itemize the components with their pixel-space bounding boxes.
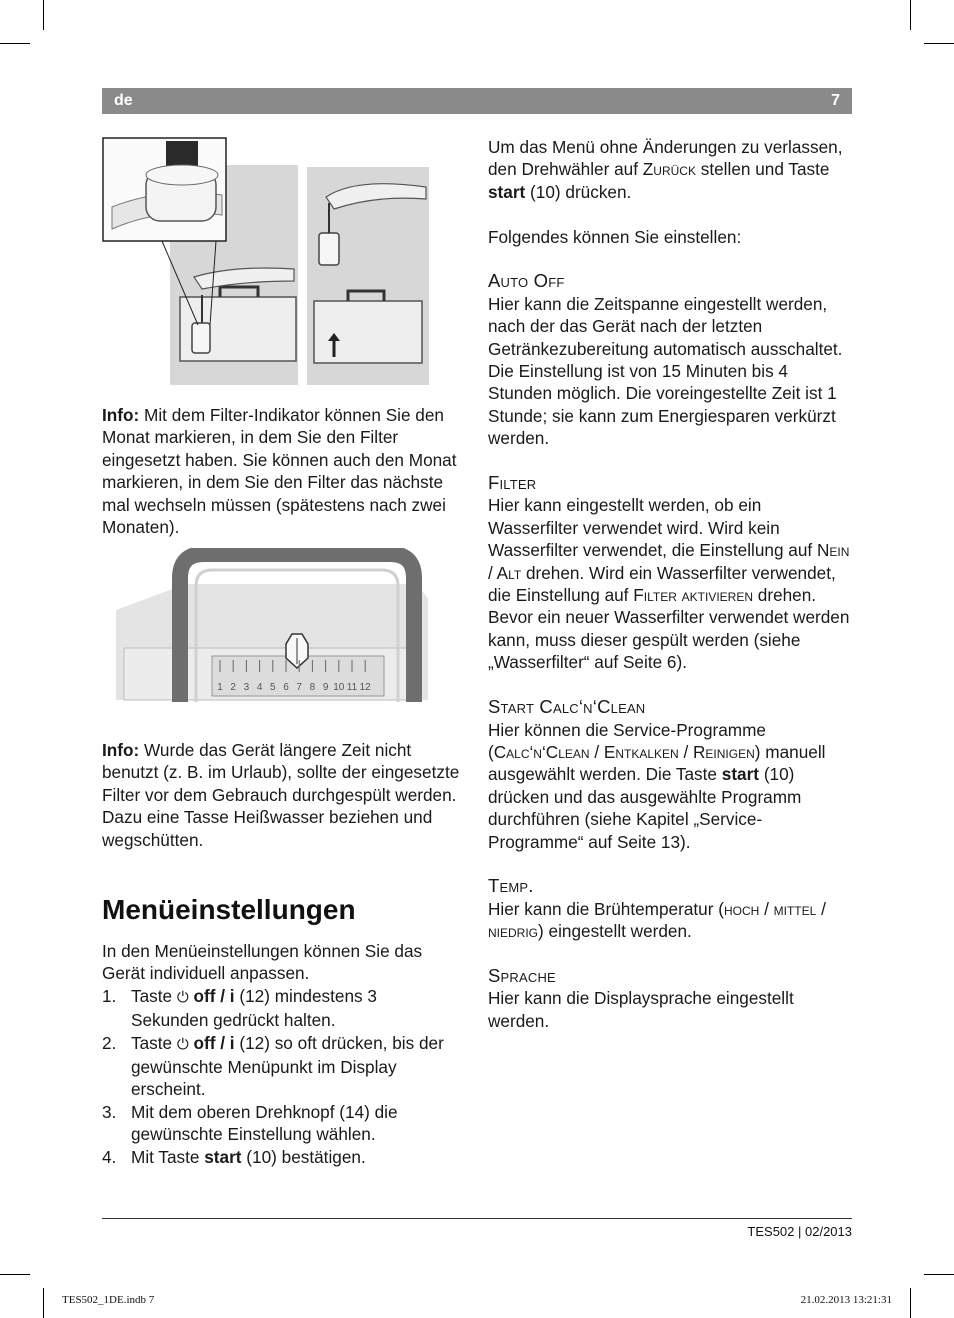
- menu-value: Zurück: [642, 159, 696, 180]
- steps-list: [102, 985, 458, 1168]
- step-text: (12) mindestens 3 Sekunden gedrückt halten.: [131, 985, 377, 1031]
- crop-mark: [0, 1274, 30, 1275]
- temp-heading: Temp.: [488, 875, 534, 897]
- page-number: 7: [831, 92, 840, 109]
- crop-mark: [910, 0, 911, 30]
- info-filter-indicator: [102, 404, 464, 538]
- dial-number: 12: [359, 682, 371, 693]
- dial-number: 10: [333, 682, 345, 693]
- crop-mark: [0, 43, 30, 44]
- dial-number: 11: [346, 682, 358, 693]
- crop-mark: [43, 0, 44, 30]
- temp-text: [488, 898, 852, 943]
- calc-n-clean-heading: Start Calc‘n‘Clean: [488, 696, 646, 718]
- list-item: [102, 985, 458, 1032]
- page-header-bar: [102, 88, 852, 114]
- text: Hier kann eingestellt werden, ob ein Wasserfilter verwendet wird. Wird kein Wasserfilter verwendet, die Einstellung auf: [488, 495, 813, 561]
- step-number: 4.: [102, 1146, 117, 1167]
- info-text: Wurde das Gerät längere Zeit nicht benutzt (z. B. im Urlaub), sollte der eingesetzte Filter vor dem Gebrauch durchgespült werden. Dazu eine Tasse Heißwasser beziehen und wegschütten.: [102, 740, 460, 850]
- dial-number: 8: [309, 682, 316, 693]
- filter-heading: Filter: [488, 472, 537, 494]
- menu-settings-intro: [102, 940, 458, 1168]
- text: Hier kann die Brühtemperatur (: [488, 898, 724, 919]
- button-name: off / i: [193, 1032, 235, 1053]
- text: (10) drücken.: [530, 181, 632, 202]
- auto-off-text: Hier kann die Zeitspanne eingestellt werden, nach der das Gerät nach der letzten Getränkezubereitung automatisch ausschaltet. Die Einstellung ist von 15 Minuten bis 4 Stunden möglich. Die voreingestellte Zeit ist 1 Stunde; sie kann zum Energiesparen verkürzt werden.: [488, 293, 843, 449]
- dial-number: 5: [270, 682, 276, 693]
- step-text: Taste: [131, 1032, 173, 1053]
- text: drehen. Bevor ein neuer Wasserfilter verwendet werden kann, muss dieser gespült werden (siehe „Wasserfilter“ auf Seite 6).: [488, 585, 850, 673]
- filter-text: [488, 494, 852, 673]
- menu-value: Nein / Alt: [488, 540, 850, 583]
- step-text: Mit Taste: [131, 1146, 200, 1167]
- text: ) eingestellt werden.: [538, 921, 692, 942]
- dial-number: 2: [230, 682, 236, 693]
- step-number: 2.: [102, 1032, 117, 1053]
- settings-intro: Folgendes können Sie einstellen:: [488, 226, 742, 247]
- list-item: [102, 1101, 458, 1146]
- intro-paragraph: In den Menüeinstellungen können Sie das Gerät individuell anpassen.: [102, 941, 423, 984]
- power-icon: ⏻: [176, 988, 189, 1006]
- dial-number: 4: [256, 682, 263, 693]
- menu-value: hoch / mittel / niedrig: [488, 898, 826, 942]
- step-number: 3.: [102, 1101, 117, 1122]
- text: Hier können die Service-Programme (: [488, 719, 766, 762]
- filter-indicator-illustration: [116, 548, 428, 706]
- step-text: (12) so oft drücken, bis der gewünschte Menüpunkt im Display erscheint.: [131, 1032, 444, 1100]
- section-title: Menüeinstellungen: [102, 894, 356, 925]
- step-text: (10) bestätigen.: [246, 1146, 366, 1167]
- right-column: [488, 136, 852, 1032]
- info-label: Info:: [102, 740, 140, 760]
- footer-rule: [102, 1218, 852, 1219]
- slug-right: 21.02.2013 13:21:31: [800, 1294, 892, 1306]
- info-filter-rinse: [102, 739, 464, 851]
- text: ) manuell ausgewählt werden. Die Taste: [488, 741, 826, 785]
- button-name: off / i: [193, 985, 235, 1006]
- crop-mark: [924, 1274, 954, 1275]
- button-name: start: [721, 764, 760, 785]
- slug-left: TES502_1DE.indb 7: [62, 1294, 155, 1306]
- button-name: start: [488, 181, 526, 202]
- text: stellen und Taste: [700, 159, 830, 180]
- dial-number: 3: [243, 682, 250, 693]
- step-number: 1.: [102, 985, 117, 1006]
- step-text: Taste: [131, 985, 173, 1006]
- text: Um das Menü ohne Änderungen zu verlassen, den Drehwähler auf: [488, 137, 843, 180]
- power-icon: ⏻: [176, 1035, 189, 1053]
- crop-mark: [910, 1288, 911, 1318]
- auto-off-heading: Auto Off: [488, 270, 565, 292]
- text: (10) drücken und das ausgewählte Programm durchführen (siehe Kapitel „Service-Programme“ auf Seite 13).: [488, 764, 802, 852]
- crop-mark: [43, 1288, 44, 1318]
- list-item: [102, 1146, 458, 1168]
- footer-model: TES502 | 02/2013: [747, 1224, 852, 1239]
- step-text: Mit dem oberen Drehknopf (14) die gewünschte Einstellung wählen.: [131, 1101, 398, 1145]
- dial-number: 1: [217, 682, 223, 693]
- exit-paragraph: [488, 136, 852, 203]
- menu-value: Filter aktivieren: [633, 585, 753, 606]
- language-label: de: [114, 92, 133, 109]
- text: drehen. Wird ein Wasserfilter verwendet, die Einstellung auf: [488, 562, 836, 606]
- calc-n-clean-text: [488, 719, 852, 853]
- list-item: [102, 1032, 458, 1101]
- crop-mark: [924, 43, 954, 44]
- filter-insertion-illustration: [102, 137, 430, 385]
- menu-value: Calc‘n‘Clean / Entkalken / Reinigen: [493, 741, 755, 762]
- dial-number: 9: [322, 682, 329, 693]
- dial-number: 6: [283, 682, 289, 693]
- language-heading: Sprache: [488, 964, 556, 986]
- language-text: Hier kann die Displaysprache eingestellt werden.: [488, 988, 794, 1031]
- button-name: start: [204, 1146, 242, 1167]
- dial-number: 7: [296, 682, 302, 693]
- info-text: Mit dem Filter-Indikator können Sie den Monat markieren, in dem Sie den Filter eingesetzt haben. Sie können auch den Monat markieren, in dem Sie den Filter das nächste mal wechseln müssen (spätestens nach zwei Monaten).: [102, 405, 457, 538]
- info-label: Info:: [102, 405, 140, 425]
